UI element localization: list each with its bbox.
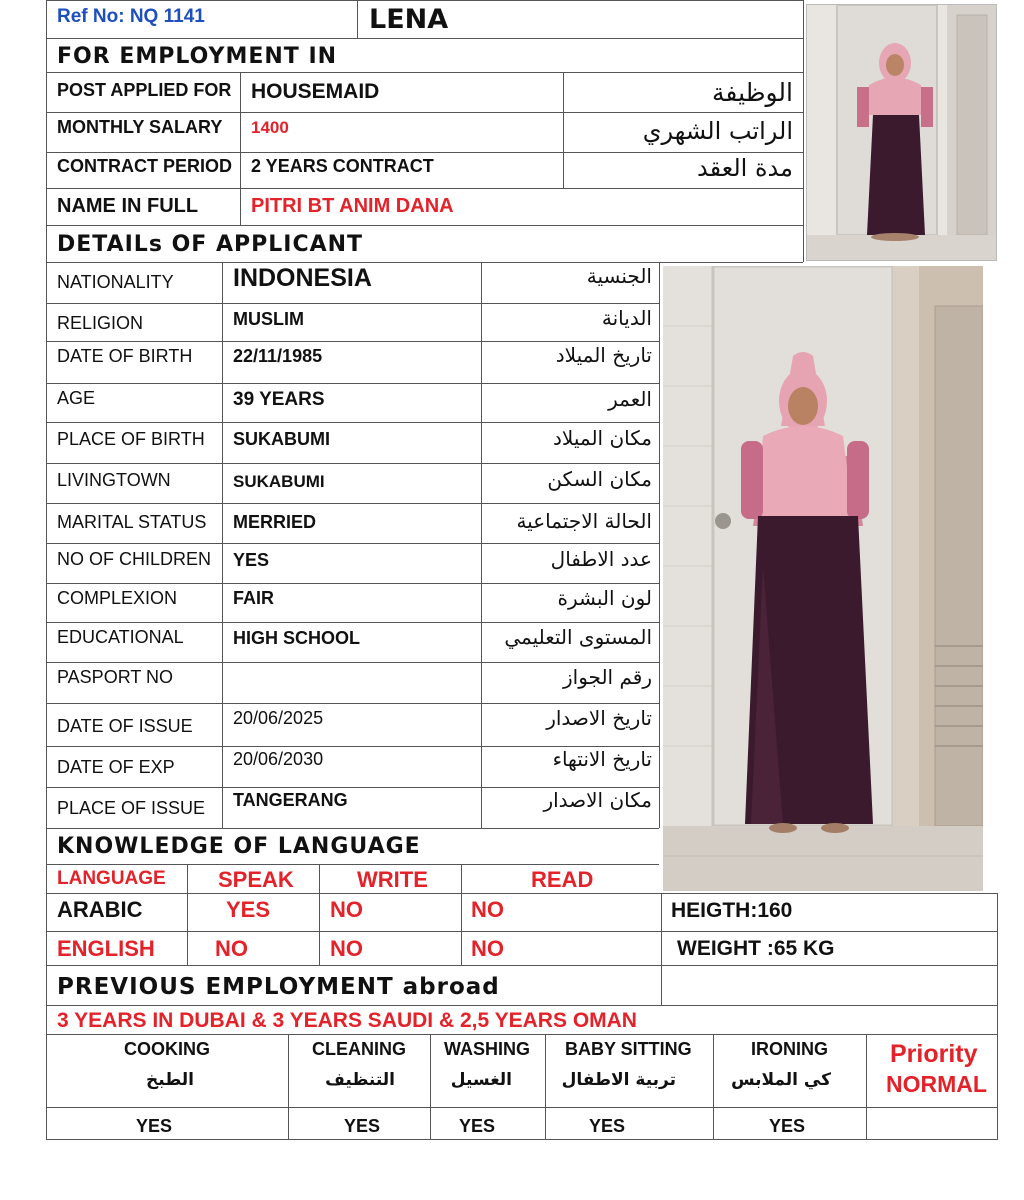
detail-arabic-education: المستوى التعليمي <box>504 625 652 649</box>
skill-cleaning-arabic: التنظيف <box>325 1070 395 1090</box>
detail-label-passport: PASPORT NO <box>57 667 174 687</box>
detail-value-pob: SUKABUMI <box>233 429 330 449</box>
skill-ironing-arabic: كي الملابس <box>731 1070 831 1090</box>
skill-babysitting-arabic: تربية الاطفال <box>561 1070 676 1090</box>
salary-value: 1400 <box>251 118 289 137</box>
skill-cooking-arabic: الطبخ <box>146 1070 194 1090</box>
detail-value-issue-date: 20/06/2025 <box>233 708 324 728</box>
ref-number: Ref No: NQ 1141 <box>57 6 205 27</box>
skill-ironing-value: YES <box>769 1116 806 1136</box>
applicant-short-name: LENA <box>369 4 449 35</box>
detail-value-marital: MERRIED <box>233 512 317 532</box>
post-label: POST APPLIED FOR <box>57 80 232 100</box>
detail-value-dob: 22/11/1985 <box>233 346 323 366</box>
detail-value-religion: MUSLIM <box>233 309 304 329</box>
skill-cleaning-value: YES <box>344 1116 381 1136</box>
lang-header-read: READ <box>531 867 594 892</box>
detail-label-age: AGE <box>57 388 96 408</box>
lang-header-language: LANGUAGE <box>57 868 166 889</box>
skill-washing-arabic: الغسيل <box>450 1070 512 1090</box>
detail-arabic-pob: مكان الميلاد <box>553 426 652 450</box>
employment-section-title: FOR EMPLOYMENT IN <box>57 44 338 69</box>
detail-arabic-children: عدد الاطفال <box>550 547 652 571</box>
lang-english-label: ENGLISH <box>57 936 155 961</box>
detail-value-issue-place: TANGERANG <box>233 790 348 810</box>
detail-arabic-nationality: الجنسية <box>586 264 652 288</box>
detail-arabic-livingtown: مكان السكن <box>547 467 652 491</box>
detail-label-exp-date: DATE OF EXP <box>57 757 175 777</box>
post-value: HOUSEMAID <box>251 80 380 103</box>
detail-arabic-marital: الحالة الاجتماعية <box>516 509 652 533</box>
previous-employment-text: 3 YEARS IN DUBAI & 3 YEARS SAUDI & 2,5 YEARS OMAN <box>57 1009 637 1032</box>
skill-babysitting-value: YES <box>589 1116 626 1136</box>
lang-english-speak: NO <box>215 936 248 961</box>
fullname-label: NAME IN FULL <box>57 195 199 217</box>
detail-label-marital: MARITAL STATUS <box>57 512 207 532</box>
fullname-value: PITRI BT ANIM DANA <box>251 195 454 217</box>
detail-arabic-passport: رقم الجواز <box>563 665 652 689</box>
detail-value-complexion: FAIR <box>233 588 275 608</box>
detail-label-complexion: COMPLEXION <box>57 588 178 608</box>
applicant-photo-large-drawing <box>663 266 983 891</box>
detail-value-exp-date: 20/06/2030 <box>233 749 324 769</box>
priority-label: Priority <box>890 1040 978 1068</box>
detail-label-religion: RELIGION <box>57 313 144 333</box>
applicant-photo-small-drawing <box>807 5 997 261</box>
detail-label-pob: PLACE OF BIRTH <box>57 429 205 449</box>
detail-label-children: NO OF CHILDREN <box>57 549 212 569</box>
skill-babysitting-label: BABY SITTING <box>565 1039 692 1059</box>
applicant-photo-large <box>663 266 983 891</box>
lang-english-write: NO <box>330 936 363 961</box>
skill-ironing-label: IRONING <box>751 1039 829 1059</box>
contract-value: 2 YEARS CONTRACT <box>251 156 434 176</box>
detail-label-issue-place: PLACE OF ISSUE <box>57 798 206 818</box>
height-value: HEIGTH:160 <box>671 899 793 922</box>
salary-arabic: الراتب الشهري <box>642 117 793 145</box>
lang-arabic-label: ARABIC <box>57 897 143 922</box>
detail-arabic-religion: الديانة <box>601 306 652 330</box>
detail-value-age: 39 YEARS <box>233 389 325 410</box>
lang-arabic-write: NO <box>330 897 363 922</box>
contract-arabic: مدة العقد <box>697 154 793 182</box>
detail-arabic-issue-date: تاريخ الاصدار <box>546 706 652 730</box>
lang-arabic-read: NO <box>471 897 504 922</box>
detail-label-livingtown: LIVINGTOWN <box>57 470 171 490</box>
lang-arabic-speak: YES <box>226 897 271 922</box>
detail-value-livingtown: SUKABUMI <box>233 472 325 491</box>
detail-label-education: EDUCATIONAL <box>57 627 184 647</box>
detail-arabic-issue-place: مكان الاصدار <box>543 788 652 812</box>
detail-value-children: YES <box>233 550 270 570</box>
detail-label-nationality: NATIONALITY <box>57 272 174 292</box>
post-arabic: الوظيفة <box>712 78 793 107</box>
detail-label-issue-date: DATE OF ISSUE <box>57 716 193 736</box>
details-section-title: DETAILs OF APPLICANT <box>57 232 364 257</box>
priority-value: NORMAL <box>886 1071 987 1097</box>
skill-washing-value: YES <box>459 1116 496 1136</box>
applicant-photo-small <box>806 4 997 261</box>
skill-cooking-value: YES <box>136 1116 173 1136</box>
detail-arabic-complexion: لون البشرة <box>557 586 652 610</box>
lang-header-speak: SPEAK <box>218 867 294 892</box>
weight-value: WEIGHT :65 KG <box>677 937 835 960</box>
salary-label: MONTHLY SALARY <box>57 117 223 137</box>
contract-label: CONTRACT PERIOD <box>57 156 232 176</box>
skill-cooking-label: COOKING <box>124 1039 211 1059</box>
detail-arabic-age: العمر <box>608 387 652 411</box>
lang-english-read: NO <box>471 936 504 961</box>
lang-header-write: WRITE <box>357 867 428 892</box>
language-section-title: KNOWLEDGE OF LANGUAGE <box>57 834 421 859</box>
detail-label-dob: DATE OF BIRTH <box>57 346 193 366</box>
detail-value-nationality: INDONESIA <box>233 264 372 292</box>
detail-arabic-exp-date: تاريخ الانتهاء <box>552 747 652 771</box>
detail-arabic-dob: تاريخ الميلاد <box>555 343 652 367</box>
detail-value-education: HIGH SCHOOL <box>233 628 361 648</box>
previous-employment-title: PREVIOUS EMPLOYMENT abroad <box>57 974 500 1000</box>
skill-washing-label: WASHING <box>444 1039 531 1059</box>
skill-cleaning-label: CLEANING <box>312 1039 406 1059</box>
